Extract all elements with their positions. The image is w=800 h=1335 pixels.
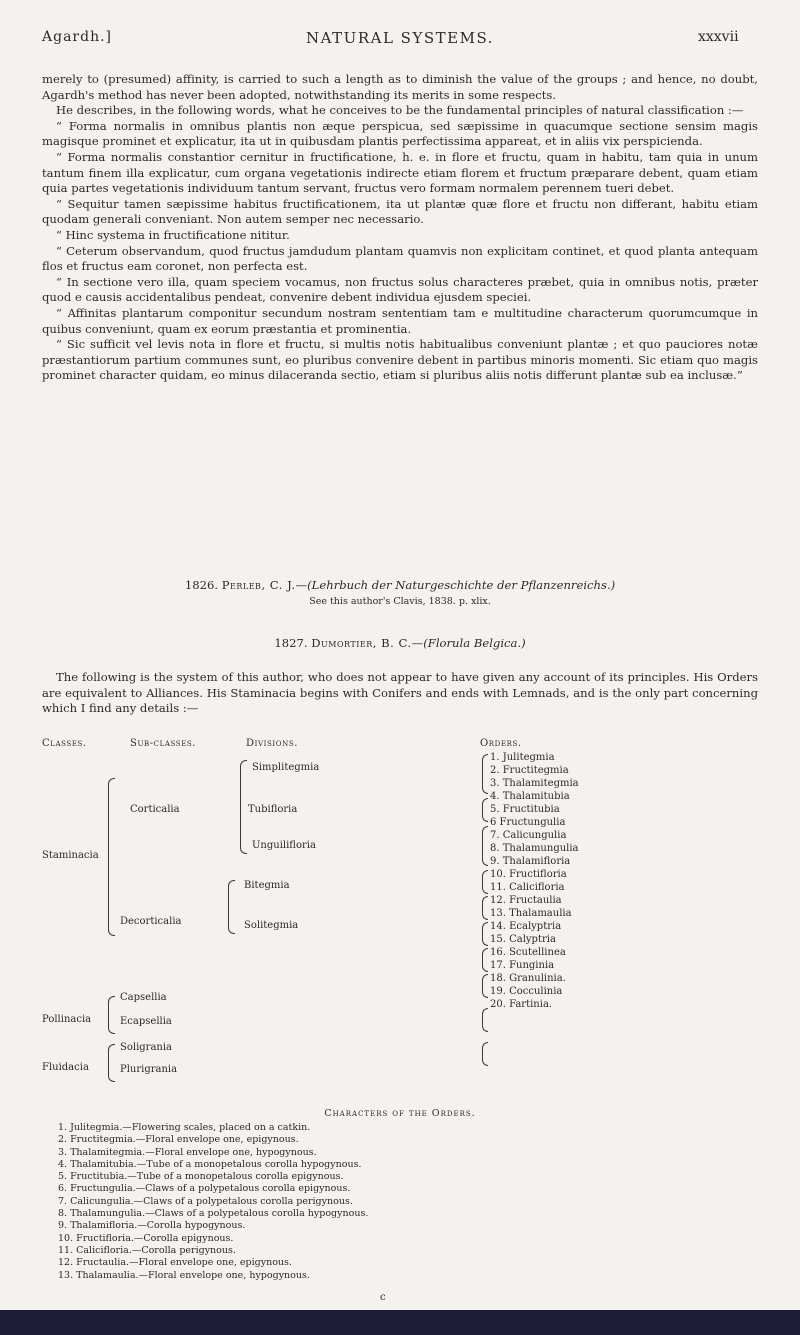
entry-author: Perleb, C. J. xyxy=(221,578,296,592)
character-item: 9. Thalamifloria.—Corolla hypogynous. xyxy=(58,1220,246,1232)
character-item: 13. Thalamaulia.—Floral envelope one, hypogynous. xyxy=(58,1269,310,1281)
col-header-subclasses: Sub-classes. xyxy=(130,738,197,749)
running-head-author: Agardh.] xyxy=(42,29,113,45)
subclass-capsellia: Capsellia xyxy=(120,992,167,1003)
brace xyxy=(482,948,488,972)
entry-note: See this author's Clavis, 1838. p. xlix. xyxy=(309,596,491,607)
quote-paragraph: “ Hinc systema in fructificatione nititur. xyxy=(56,227,290,242)
quote-paragraph: “ Affinitas plantarum componitur secundum nostram sententiam tam e multitudine characterum quorumcumque in quibus conveniunt, quam ex eorum præstantia et prominentia. xyxy=(42,305,758,336)
brace xyxy=(228,880,235,934)
character-item: 10. Fructifloria.—Corolla epigynous. xyxy=(58,1232,234,1244)
quote-paragraph: “ In sectione vero illa, quam speciem vocamus, non fructus solus characteres præbet, quia in omnibus notis, præter quod e causis accidentalibus pendeat, convenire debent individua ejusdem speciei. xyxy=(42,274,758,305)
quote-paragraph: “ Sic sufficit vel levis nota in flore et fructu, si multis notis habitualibus conveniunt plantæ ; et quo pauciores notæ præstantiorum partium communes sunt, eo pluribus convenire debent in partibus minoris momenti. Sic etiam quo magis prominet character quidam, eo minus dilaceranda sectio, etiam si pluribus aliis notis differunt plantæ sub ea inclusæ.” xyxy=(42,337,758,383)
class-fluidacia: Fluidacia xyxy=(42,1062,89,1073)
quote-paragraph: “ Forma normalis constantior cernitur in fructificatione, h. e. in flore et fructu, quam in habitu, tam quia in unum tantum finem illa explicatur, cum organa vegetationis indirecte etiam florem et fructum præparare debent, quam etiam quia partes vegetationis individuum tantum servant, fructus vero formam normalem perennem tueri debet. xyxy=(42,149,758,196)
order-item: 4. Thalamitubia xyxy=(490,791,570,802)
entry-title: (Florula Belgica.) xyxy=(423,636,526,650)
order-item: 17. Funginia xyxy=(490,960,555,971)
character-item: 7. Calicungulia.—Claws of a polypetalous corolla perigynous. xyxy=(58,1195,353,1207)
order-item: 5. Fructitubia xyxy=(490,804,560,815)
quote-paragraph: “ Sequitur tamen sæpissime habitus fructificationem, ita ut plantæ quæ flore et fructu non differant, habitu etiam quodam generali conveniant. Non autem semper nec necessario. xyxy=(42,196,758,227)
brace xyxy=(482,1042,488,1066)
order-item: 20. Fartinia. xyxy=(490,999,553,1010)
entry-year: 1827. xyxy=(274,636,308,650)
order-item: 12. Fructaulia xyxy=(490,895,562,906)
running-head-title: NATURAL SYSTEMS. xyxy=(306,29,494,47)
subclass-soligrania: Soligrania xyxy=(120,1042,173,1053)
division-unguilifloria: Unguilifloria xyxy=(252,840,316,851)
brace xyxy=(108,996,115,1034)
brace xyxy=(482,974,488,998)
order-item: 6 Fructungulia xyxy=(490,817,566,828)
character-item: 1. Julitegmia.—Flowering scales, placed on a catkin. xyxy=(58,1122,311,1133)
brace xyxy=(482,896,488,920)
quote-paragraph: “ Ceterum observandum, quod fructus jamdudum plantam quamvis non explicitam continet, et quod planta antequam flos et fructus eam coronet, non perfecta est. xyxy=(42,243,758,274)
entry-1827: 1827. Dumortier, B. C.—(Florula Belgica.) xyxy=(274,636,526,650)
order-item: 3. Thalamitegmia xyxy=(490,778,579,789)
character-item: 12. Fructaulia.—Floral envelope one, epigynous. xyxy=(58,1257,292,1269)
subclass-decorticalia: Decorticalia xyxy=(120,916,182,927)
subclass-ecapsellia: Ecapsellia xyxy=(120,1016,172,1027)
division-solitegmia: Solitegmia xyxy=(244,920,299,931)
order-item: 7. Calicungulia xyxy=(490,830,567,841)
entry-year: 1826. xyxy=(184,578,219,592)
order-item: 13. Thalamaulia xyxy=(490,908,572,919)
subclass-plurigrania: Plurigrania xyxy=(120,1064,178,1075)
division-tubifloria: Tubifloria xyxy=(248,804,298,815)
entry-title: (Lehrbuch der Naturgeschichte der Pflanzenreichs.) xyxy=(307,578,616,592)
col-header-orders: Orders. xyxy=(480,738,522,749)
brace xyxy=(482,1008,488,1032)
division-bitegmia: Bitegmia xyxy=(244,880,290,891)
order-item: 18. Granulinia. xyxy=(490,973,566,984)
class-pollinacia: Pollinacia xyxy=(42,1014,92,1025)
order-item: 8. Thalamungulia xyxy=(490,843,579,854)
col-header-classes: Classes. xyxy=(42,738,87,749)
character-item: 3. Thalamitegmia.—Floral envelope one, hypogynous. xyxy=(58,1146,317,1158)
brace xyxy=(482,798,488,822)
order-item: 2. Fructitegmia xyxy=(490,765,569,776)
class-staminacia: Staminacia xyxy=(42,850,99,861)
character-item: 5. Fructitubia.—Tube of a monopetalous corolla epigynous. xyxy=(58,1171,344,1183)
brace xyxy=(240,760,247,854)
brace xyxy=(482,870,488,894)
entry-1826: 1826. Perleb, C. J.—(Lehrbuch der Naturgeschichte der Pflanzenreichs.) xyxy=(184,578,616,592)
subclass-corticalia: Corticalia xyxy=(130,804,180,815)
character-item: 2. Fructitegmia.—Floral envelope one, epigynous. xyxy=(58,1134,299,1146)
order-item: 19. Cocculinia xyxy=(490,986,563,997)
brace xyxy=(108,1044,115,1082)
characters-list xyxy=(58,1122,758,1282)
order-item: 15. Calyptria xyxy=(490,934,556,945)
brace xyxy=(482,826,488,866)
order-item: 16. Scutellinea xyxy=(490,947,566,958)
intro-text: The following is the system of this author, who does not appear to have given any account of its principles. His Orders are equivalent to Alliances. His Staminacia begins with Conifers and ends with Lemnads, and is the only part concerning which I find any details :— xyxy=(42,670,758,716)
quote-paragraph: “ Forma normalis in omnibus plantis non æque perspicua, sed sæpissime in quacumque sectione sensim magis magisque prominet et explicatur, ita ut in quibusdam plantis perfectissima appareat, et in aliis vix perspicienda. xyxy=(42,118,758,149)
paragraph: He describes, in the following words, what he conceives to be the fundamental principles of natural classification :— xyxy=(56,103,744,118)
character-item: 6. Fructungulia.—Claws of a polypetalous corolla epigynous. xyxy=(58,1183,351,1195)
page-number: xxxvii xyxy=(698,29,739,45)
brace xyxy=(482,922,488,946)
order-item: 9. Thalamifloria xyxy=(490,856,571,867)
order-item: 11. Calicifloria xyxy=(490,882,565,893)
division-simplitegmia: Simplitegmia xyxy=(252,762,320,773)
order-item: 14. Ecalyptria xyxy=(490,921,562,932)
brace xyxy=(482,754,488,794)
col-header-divisions: Divisions. xyxy=(246,738,299,749)
order-item: 10. Fructifloria xyxy=(490,869,567,880)
character-item: 11. Calicifloria.—Corolla perigynous. xyxy=(58,1244,236,1256)
character-item: 4. Thalamitubia.—Tube of a monopetalous corolla hypogynous. xyxy=(58,1158,362,1170)
character-item: 8. Thalamungulia.—Claws of a polypetalous corolla hypogynous. xyxy=(58,1208,369,1220)
brace xyxy=(108,778,115,936)
entry-author: Dumortier, B. C. xyxy=(311,636,412,650)
paragraph: merely to (presumed) affinity, is carried to such a length as to diminish the value of the groups ; and hence, no doubt, Agardh's method has never been adopted, notwithstanding its merits in some respects. xyxy=(42,72,758,102)
characters-heading: Characters of the Orders. xyxy=(324,1108,476,1119)
signature-mark: c xyxy=(380,1292,386,1303)
order-item: 1. Julitegmia xyxy=(490,752,555,763)
scan-border xyxy=(0,1310,800,1335)
